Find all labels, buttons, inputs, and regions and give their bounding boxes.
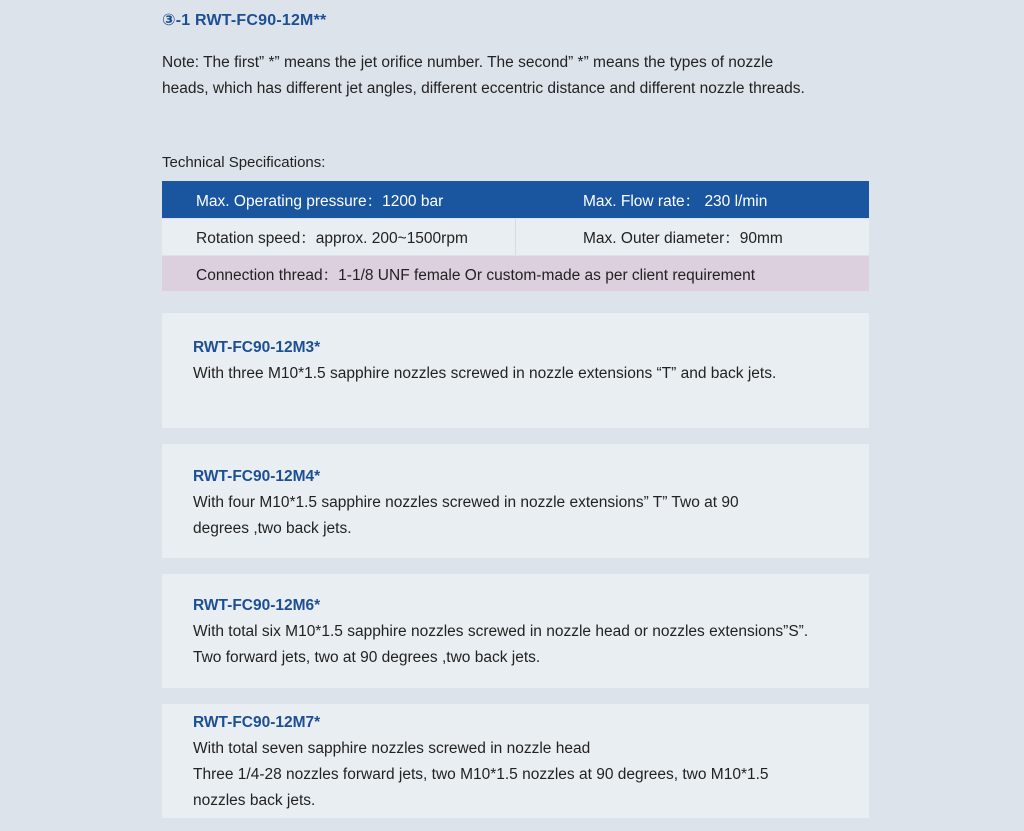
model-card-m4 xyxy=(162,444,869,558)
model-card-m6 xyxy=(162,574,869,688)
model-description xyxy=(193,490,869,542)
model-desc-line: With total six M10*1.5 sapphire nozzles screwed in nozzle head or nozzles extensions”S”. xyxy=(193,623,809,640)
model-desc-line: With three M10*1.5 sapphire nozzles screwed in nozzle extensions “T” and back jets. xyxy=(193,365,777,382)
model-title: RWT-FC90-12M6* xyxy=(193,597,321,614)
spec-row-rotation-diameter xyxy=(162,219,869,255)
model-description xyxy=(193,736,869,814)
model-title: RWT-FC90-12M3* xyxy=(193,339,321,356)
spec-row-pressure-flow xyxy=(162,181,869,218)
model-description xyxy=(193,619,869,671)
model-desc-line: With four M10*1.5 sapphire nozzles screwed in nozzle extensions” T” Two at 90 xyxy=(193,494,739,511)
note-line-1: Note: The first” *” means the jet orifice number. The second” *” means the types of nozzle xyxy=(162,54,774,71)
spec-thread: Connection thread：1-1/8 UNF female Or custom-made as per client requirement xyxy=(196,266,756,284)
spec-table xyxy=(162,181,869,291)
model-desc-line: degrees ,two back jets. xyxy=(193,520,352,537)
model-desc-line: Two forward jets, two at 90 degrees ,two back jets. xyxy=(193,649,541,666)
model-card-m3 xyxy=(162,313,869,428)
spec-flow: Max. Flow rate： 230 l/min xyxy=(583,192,768,210)
model-desc-line: Three 1/4-28 nozzles forward jets, two M10*1.5 nozzles at 90 degrees, two M10*1.5 xyxy=(193,766,769,783)
model-desc-line: With total seven sapphire nozzles screwed in nozzle head xyxy=(193,740,591,757)
spec-rotation: Rotation speed：approx. 200~1500rpm xyxy=(162,219,516,255)
note-line-2: heads, which has different jet angles, different eccentric distance and different nozzle threads. xyxy=(162,79,805,97)
model-title: RWT-FC90-12M4* xyxy=(193,468,321,485)
spec-pressure: Max. Operating pressure：1200 bar xyxy=(196,192,444,210)
note-paragraph xyxy=(162,50,882,101)
spec-title: Technical Specifications: xyxy=(162,154,326,171)
section-heading: ③-1 RWT-FC90-12M** xyxy=(162,12,327,29)
model-title: RWT-FC90-12M7* xyxy=(193,714,321,731)
spec-row-thread xyxy=(162,256,869,291)
model-description xyxy=(193,361,869,387)
model-card-m7 xyxy=(162,704,869,818)
model-desc-line: nozzles back jets. xyxy=(193,792,316,809)
spec-diameter: Max. Outer diameter：90mm xyxy=(583,230,783,247)
